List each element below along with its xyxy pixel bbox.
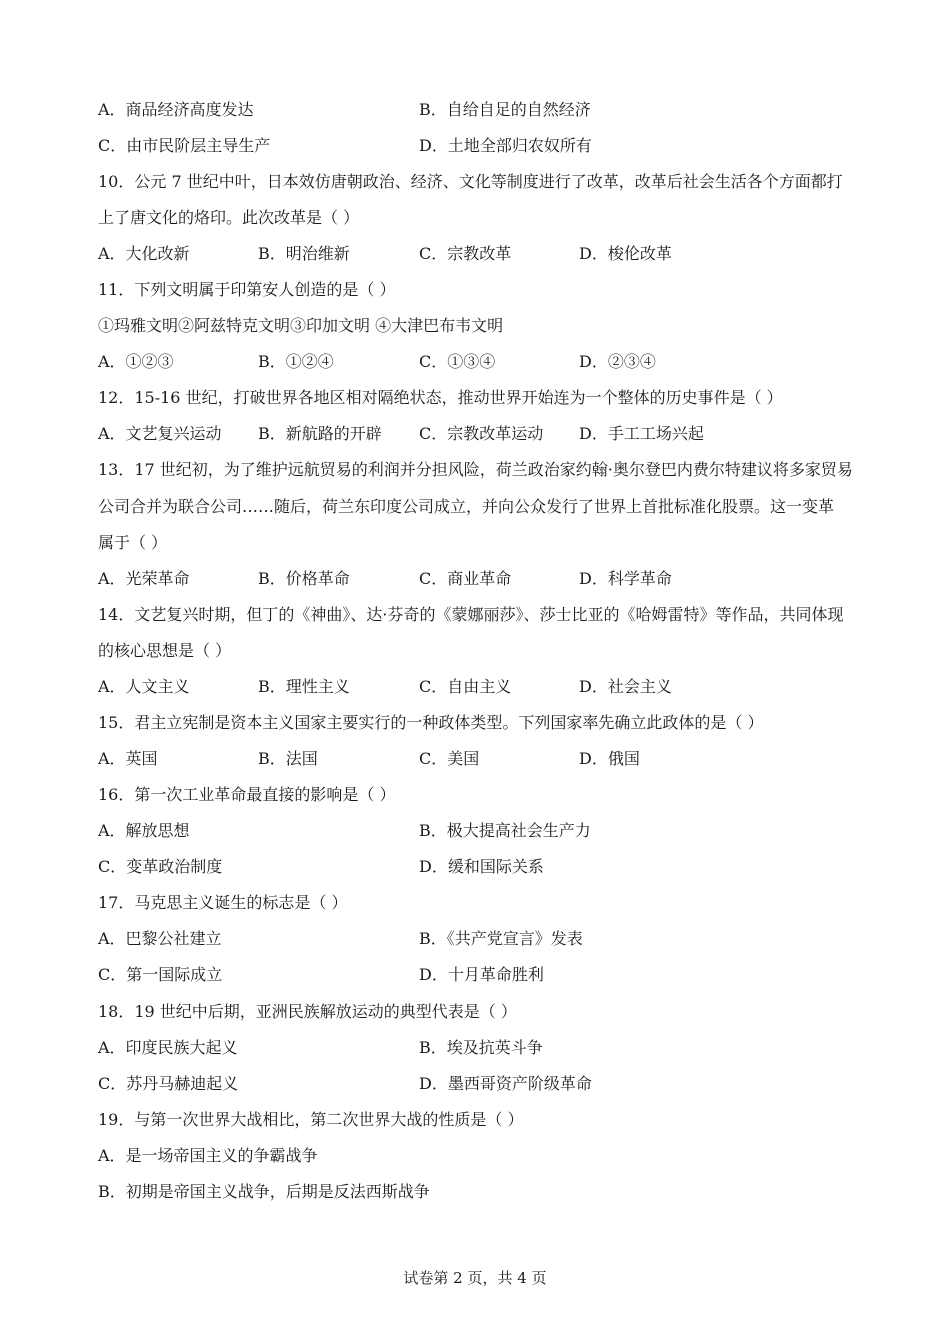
q13-stem-line-1: 13．17 世纪初，为了维护远航贸易的利润并分担风险，荷兰政治家约翰·奥尔登巴内费尔特建议将多家贸易: [98, 460, 853, 479]
q16-stem: 16．第一次工业革命最直接的影响是（ ）: [98, 785, 396, 804]
q11-items: ①玛雅文明②阿兹特克文明③印加文明 ④大津巴布韦文明: [98, 316, 504, 335]
q16-option-c: C．变革政治制度: [98, 857, 223, 876]
q13-option-c: C．商业革命: [419, 569, 512, 588]
page-footer: 试卷第 2 页，共 4 页: [403, 1269, 547, 1287]
q15-option-c: C．美国: [419, 749, 480, 768]
q10-option-c: C．宗教改革: [419, 244, 512, 263]
q13-stem-line-2: 公司合并为联合公司……随后，荷兰东印度公司成立，并向公众发行了世界上首批标准化股票。这一变革: [98, 497, 835, 516]
q13-option-d: D．科学革命: [579, 569, 672, 588]
q10-option-a: A．大化改新: [98, 244, 190, 263]
q12-option-a: A．文艺复兴运动: [98, 424, 222, 443]
q17-stem: 17．马克思主义诞生的标志是（ ）: [98, 893, 348, 912]
q11-option-d: D．②③④: [579, 352, 656, 371]
q18-stem: 18．19 世纪中后期，亚洲民族解放运动的典型代表是（ ）: [98, 1002, 517, 1021]
q11-option-c: C．①③④: [419, 352, 496, 371]
q11-stem: 11．下列文明属于印第安人创造的是（ ）: [98, 280, 396, 299]
q9-option-b: B．自给自足的自然经济: [419, 100, 591, 119]
q10-stem-line-2: 上了唐文化的烙印。此次改革是（ ）: [98, 208, 360, 227]
q11-option-a: A．①②③: [98, 352, 174, 371]
q10-option-d: D．梭伦改革: [579, 244, 672, 263]
q16-option-a: A．解放思想: [98, 821, 190, 840]
q11-option-b: B．①②④: [258, 352, 334, 371]
q18-option-a: A．印度民族大起义: [98, 1038, 238, 1057]
q15-stem: 15．君主立宪制是资本主义国家主要实行的一种政体类型。下列国家率先确立此政体的是（ ）: [98, 713, 764, 732]
q14-stem-line-2: 的核心思想是（ ）: [98, 641, 232, 660]
q18-option-d: D．墨西哥资产阶级革命: [419, 1074, 592, 1093]
q17-option-a: A．巴黎公社建立: [98, 929, 222, 948]
q9-option-a: A．商品经济高度发达: [98, 100, 254, 119]
q14-option-a: A．人文主义: [98, 677, 190, 696]
q19-option-b: B．初期是帝国主义战争，后期是反法西斯战争: [98, 1182, 430, 1201]
q14-option-d: D．社会主义: [579, 677, 672, 696]
q12-stem: 12．15-16 世纪，打破世界各地区相对隔绝状态，推动世界开始连为一个整体的历史事件是（ ）: [98, 388, 783, 407]
q19-stem: 19．与第一次世界大战相比，第二次世界大战的性质是（ ）: [98, 1110, 524, 1129]
q10-stem-line-1: 10．公元 7 世纪中叶，日本效仿唐朝政治、经济、文化等制度进行了改革，改革后社会生活各个方面都打: [98, 172, 843, 191]
q16-option-b: B．极大提高社会生产力: [419, 821, 591, 840]
q9-option-c: C．由市民阶层主导生产: [98, 136, 271, 155]
q9-option-d: D．土地全部归农奴所有: [419, 136, 592, 155]
q12-option-d: D．手工工场兴起: [579, 424, 704, 443]
q10-option-b: B．明治维新: [258, 244, 350, 263]
q13-option-b: B．价格革命: [258, 569, 350, 588]
q14-option-c: C．自由主义: [419, 677, 512, 696]
q13-option-a: A．光荣革命: [98, 569, 190, 588]
q19-option-a: A．是一场帝国主义的争霸战争: [98, 1146, 318, 1165]
q18-option-b: B．埃及抗英斗争: [419, 1038, 543, 1057]
q18-option-c: C．苏丹马赫迪起义: [98, 1074, 239, 1093]
q15-option-a: A．英国: [98, 749, 158, 768]
q17-option-d: D．十月革命胜利: [419, 965, 544, 984]
q15-option-d: D．俄国: [579, 749, 640, 768]
q13-stem-line-3: 属于（ ）: [98, 533, 168, 552]
q12-option-b: B．新航路的开辟: [258, 424, 382, 443]
q12-option-c: C．宗教改革运动: [419, 424, 544, 443]
q14-stem-line-1: 14．文艺复兴时期，但丁的《神曲》、达·芬奇的《蒙娜丽莎》、莎士比亚的《哈姆雷特》等作品，共同体现: [98, 605, 844, 624]
q15-option-b: B．法国: [258, 749, 318, 768]
q16-option-d: D．缓和国际关系: [419, 857, 544, 876]
q17-option-c: C．第一国际成立: [98, 965, 223, 984]
q14-option-b: B．理性主义: [258, 677, 350, 696]
q17-option-b: B．《共产党宣言》发表: [419, 929, 583, 948]
